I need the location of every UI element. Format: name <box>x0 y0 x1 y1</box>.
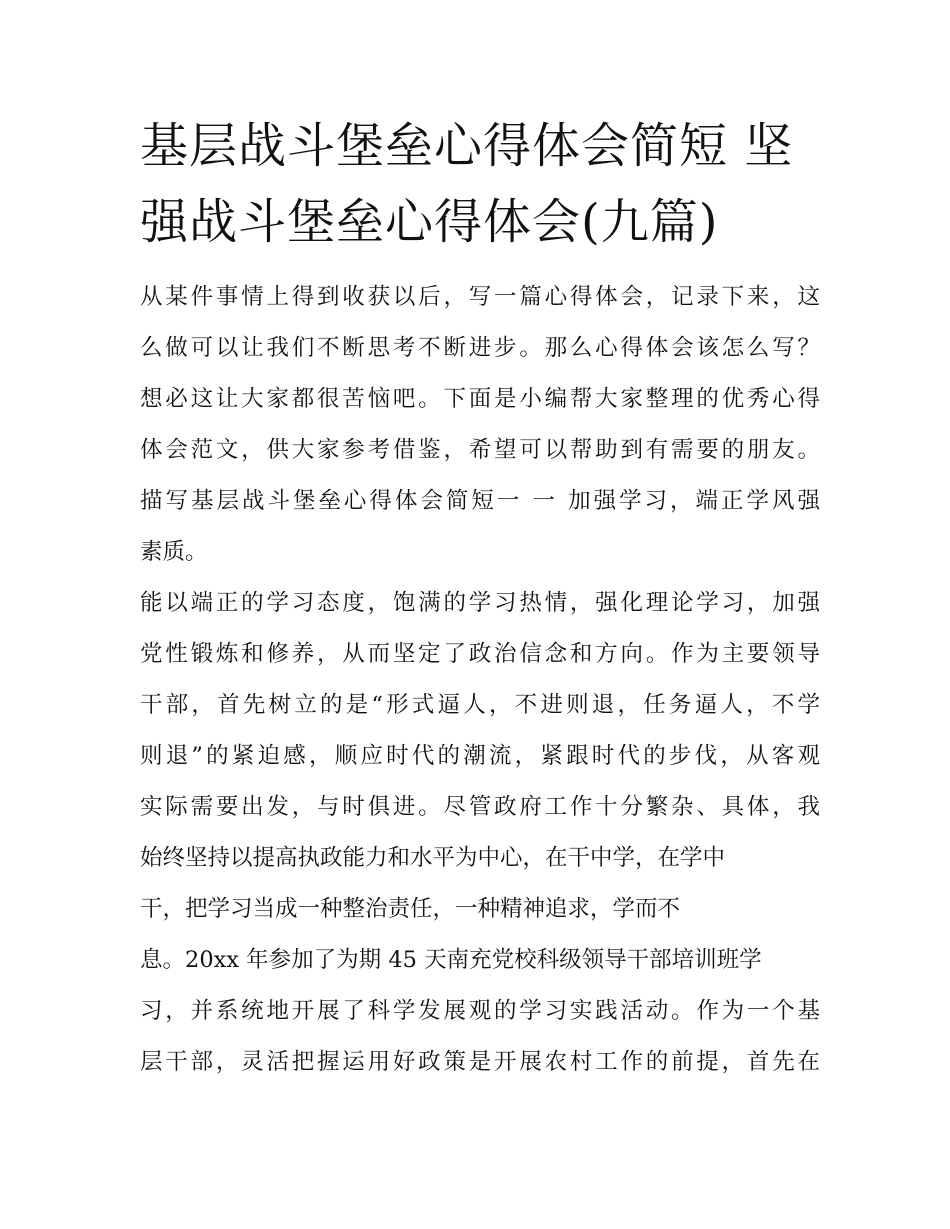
text-line: 习，并系统地开展了科学发展观的学习实践活动。作为一个基 <box>140 998 820 1024</box>
document-page <box>140 108 820 1088</box>
text-line: 素质。 <box>140 539 208 565</box>
text-line: 息。20xx 年参加了为期 45 天南充党校科级领导干部培训班学 <box>140 947 762 973</box>
title-line: 基层战斗堡垒心得体会简短 坚 <box>140 118 794 174</box>
text-line: 体会范文，供大家参考借鉴，希望可以帮助到有需要的朋友。 <box>140 437 820 463</box>
text-line: 想必这让大家都很苦恼吧。下面是小编帮大家整理的优秀心得 <box>140 386 820 412</box>
text-line: 干部，首先树立的是“形式逼人，不进则退，任务逼人，不学 <box>140 692 820 718</box>
text-line: 干，把学习当成一种整治责任，一种精神追求，学而不 <box>140 896 681 922</box>
text-line: 则退”的紧迫感，顺应时代的潮流，紧跟时代的步伐，从客观 <box>140 743 820 769</box>
text-line: 层干部，灵活把握运用好政策是开展农村工作的前提，首先在 <box>140 1049 820 1075</box>
text-line: 描写基层战斗堡垒心得体会简短一 一 加强学习，端正学风强 <box>140 488 820 514</box>
text-line: 党性锻炼和修养，从而坚定了政治信念和方向。作为主要领导 <box>140 641 820 667</box>
title-line: 强战斗堡垒心得体会(九篇) <box>140 194 719 250</box>
document-body <box>140 272 820 1088</box>
text-line: 实际需要出发，与时俱进。尽管政府工作十分繁杂、具体，我 <box>140 794 820 820</box>
paragraph-intro <box>140 272 820 578</box>
text-line: 从某件事情上得到收获以后，写一篇心得体会，记录下来，这 <box>140 284 820 310</box>
text-line: 能以端正的学习态度，饱满的学习热情，强化理论学习，加强 <box>140 590 820 616</box>
text-line: 么做可以让我们不断思考不断进步。那么心得体会该怎么写？ <box>140 335 820 361</box>
paragraph-study <box>140 578 820 1088</box>
document-title <box>140 108 820 260</box>
text-line: 始终坚持以提高执政能力和水平为中心，在干中学，在学中 <box>140 845 726 871</box>
